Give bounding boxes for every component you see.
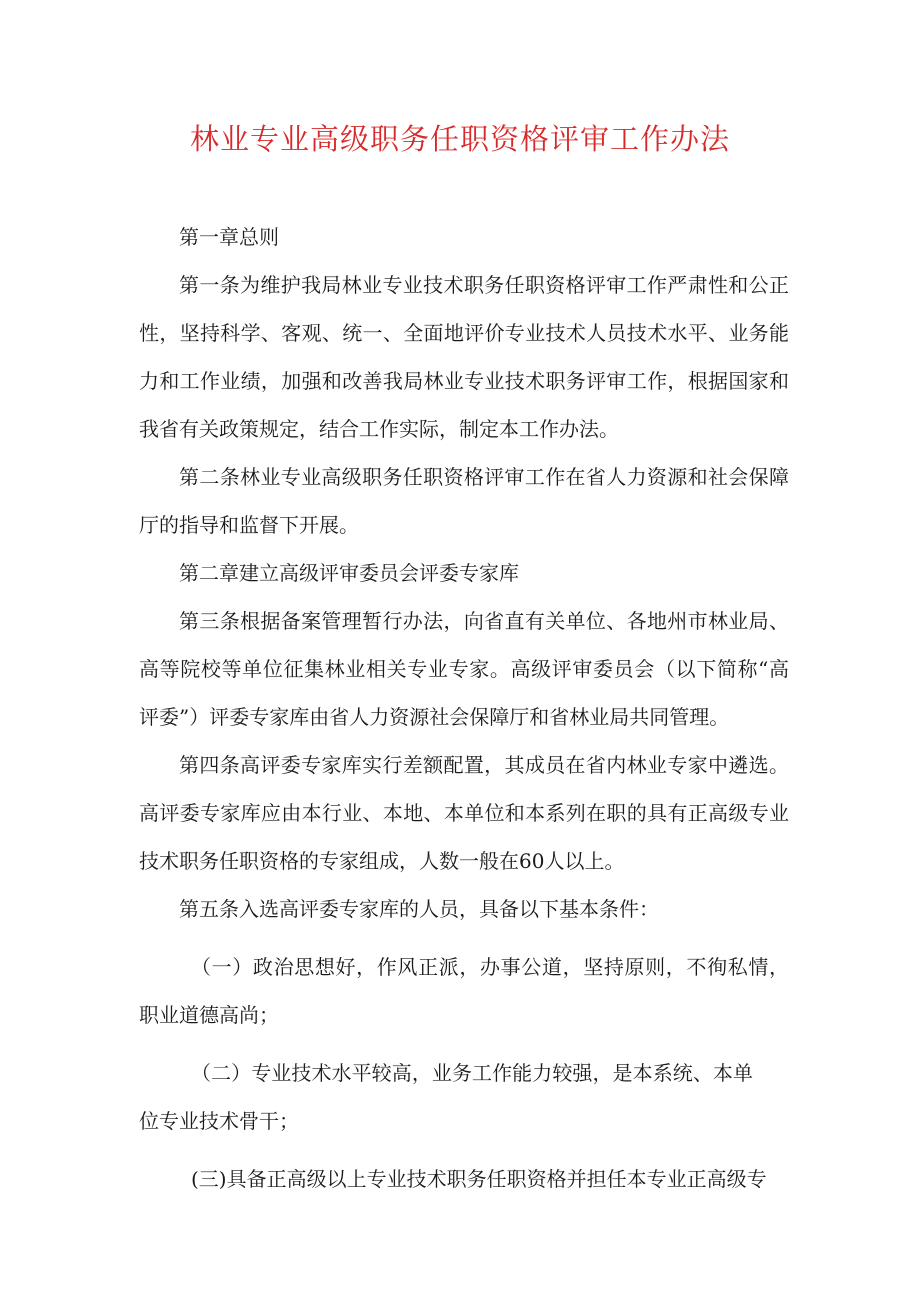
article-3: 第三条根据备案管理暂行办法，向省直有关单位、各地州市林业局、高等院校等单位征集林业相关专业专家。高级评审委员会（以下简称“高评委”）评委专家库由省人力资源社会保障厅和省林业局共同管理。 bbox=[139, 609, 789, 729]
article-1: 第一条为维护我局林业专业技术职务任职资格评审工作严肃性和公正性，坚持科学、客观、统一、全面地评价专业技术人员技术水平、业务能力和工作业绩，加强和改善我局林业专业技术职务评审工作，根据国家和我省有关政策规定，结合工作实际，制定本工作办法。 bbox=[139, 273, 789, 441]
article-4: 第四条高评委专家库实行差额配置，其成员在省内林业专家中遴选。高评委专家库应由本行业、本地、本单位和本系列在职的具有正高级专业技术职务任职资格的专家组成，人数一般在60人以上。 bbox=[139, 753, 789, 873]
document-body bbox=[139, 213, 789, 1203]
chapter-heading-2: 第二章建立高级评审委员会评委专家库 bbox=[179, 561, 519, 585]
condition-2: （二）专业技术水平较高，业务工作能力较强，是本系统、本单位专业技术骨干； bbox=[139, 1061, 753, 1133]
article-2: 第二条林业专业高级职务任职资格评审工作在省人力资源和社会保障厅的指导和监督下开展。 bbox=[139, 465, 789, 537]
document-title: 林业专业高级职务任职资格评审工作办法 bbox=[189, 122, 730, 156]
condition-3: (三)具备正高级以上专业技术职务任职资格并担任本专业正高级专 bbox=[191, 1167, 767, 1191]
condition-1: （一）政治思想好，作风正派，办事公道，坚持原则，不徇私情，职业道德高尚； bbox=[139, 955, 789, 1027]
chapter-heading-1: 第一章总则 bbox=[179, 225, 279, 249]
article-5: 第五条入选高评委专家库的人员，具备以下基本条件： bbox=[179, 897, 659, 921]
